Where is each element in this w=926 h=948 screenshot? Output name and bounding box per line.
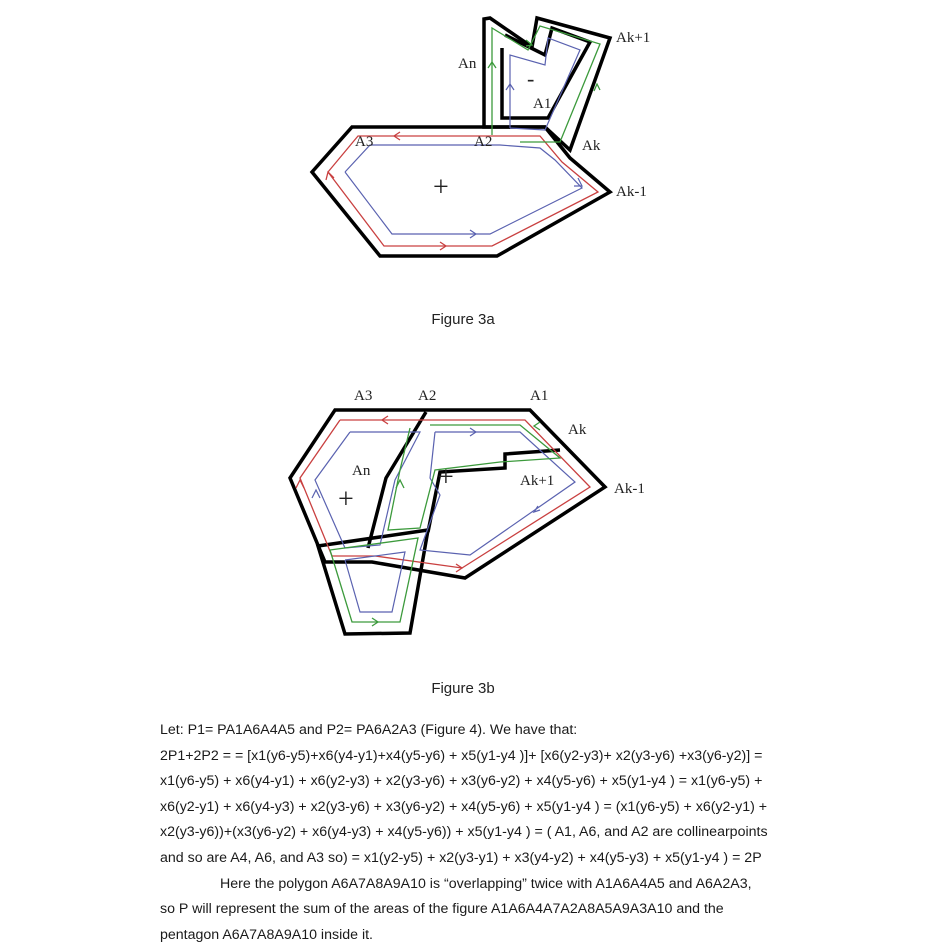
figure-3a-label-a3: A3 — [355, 134, 374, 150]
figure-3a-red-path — [328, 136, 598, 246]
figure-3a-label-a1: A1 — [533, 96, 552, 112]
figure-3a-arrow-marks — [488, 40, 600, 91]
figure-3b-label-a3: A3 — [354, 388, 373, 404]
figure-3a-green-path — [492, 26, 600, 142]
figure-3a-label-ak: Ak — [582, 138, 601, 154]
text-line-9: pentagon A6A7A8A9A10 inside it. — [160, 926, 373, 943]
figure-3b-caption: Figure 3b — [431, 680, 495, 697]
figure-3a-minus-sign: - — [527, 66, 535, 91]
figure-3b-plus-sign-left: + — [338, 484, 354, 515]
text-line-4: x6(y2-y1) + x6(y4-y3) + x2(y3-y6) + x3(y6-y2) + x4(y5-y6) + x5(y1-y4 ) = (x1(y6-y5) + x6(y2-y1) + — [160, 798, 768, 815]
figure-3a-caption: Figure 3a — [431, 311, 495, 328]
text-line-7: Here the polygon A6A7A8A9A10 is “overlapping” twice with A1A6A4A5 and A6A2A3, — [220, 875, 752, 892]
text-line-2: 2P1+2P2 = = [x1(y6-y5)+x6(y4-y1)+x4(y5-y6) + x5(y1-y4 )]+ [x6(y2-y3)+ x2(y3-y6) +x3(y6-y2)] = — [160, 747, 763, 764]
figure-3a-blue-path — [345, 145, 582, 234]
text-line-5: x2(y3-y6))+(x3(y6-y2) + x6(y4-y3) + x4(y5-y6)) + x5(y1-y4 ) = ( A1, A6, and A2 are collinearpoints — [160, 824, 768, 841]
proof-text — [160, 718, 860, 948]
figure-3b-label-ak-minus-1: Ak-1 — [614, 481, 645, 497]
text-line-6: and so are A4, A6, and A3 so) = x1(y2-y5) + x2(y3-y1) + x3(y4-y2) + x4(y5-y3) + x5(y1-y4 ) = 2P — [160, 849, 762, 866]
figure-3a-plus-sign: + — [433, 172, 449, 203]
figure-3b-label-ak-plus-1: Ak+1 — [520, 473, 555, 489]
figure-3b-green-tail-path — [330, 538, 418, 622]
text-line-3: x1(y6-y5) + x6(y4-y1) + x6(y2-y3) + x2(y3-y6) + x3(y6-y2) + x4(y5-y6) + x5(y1-y4 ) = x1(y6-y5) + — [160, 773, 763, 790]
figure-3b-label-a1: A1 — [530, 388, 549, 404]
figure-3a-label-an: An — [458, 56, 477, 72]
figure-3b-plus-sign-center: + — [438, 462, 454, 493]
figure-3b-label-an: An — [352, 463, 371, 479]
text-line-8: so P will represent the sum of the areas of the figure A1A6A4A7A2A8A5A9A3A10 and the — [160, 901, 724, 918]
figure-3a — [0, 0, 926, 310]
figure-3a-label-ak-plus-1: Ak+1 — [616, 30, 651, 46]
figure-3a-label-a2: A2 — [474, 134, 493, 150]
figure-3b-label-ak: Ak — [568, 422, 587, 438]
figure-3b-label-a2: A2 — [418, 388, 437, 404]
text-line-1: Let: P1= PA1A6A4A5 and P2= PA6A2A3 (Figure 4). We have that: — [160, 722, 578, 738]
figure-3b — [0, 370, 926, 670]
figure-3a-label-ak-minus-1: Ak-1 — [616, 184, 647, 200]
